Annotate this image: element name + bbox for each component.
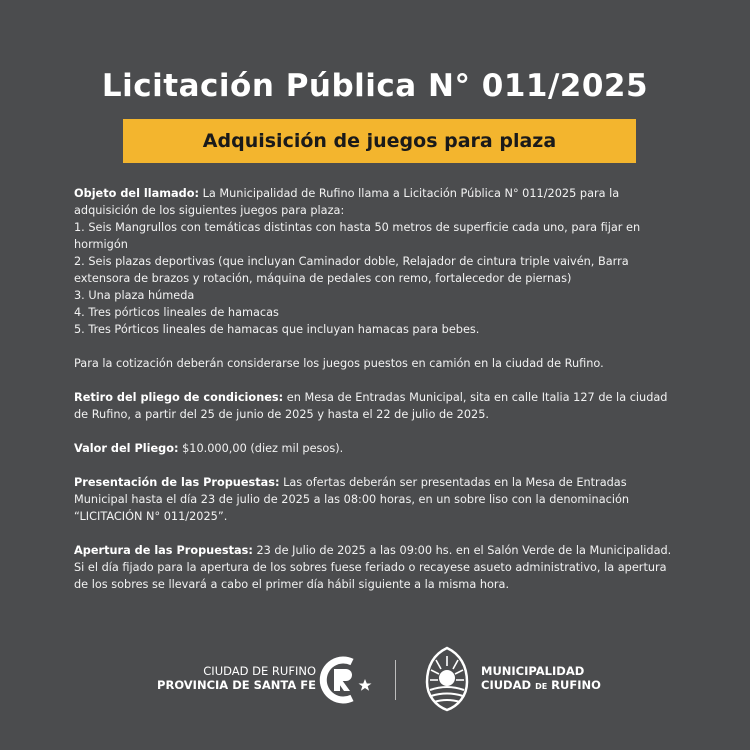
- retiro-label: Retiro del pliego de condiciones:: [74, 391, 284, 404]
- muni-city-word: CIUDAD: [481, 678, 536, 692]
- list-item: 2. Seis plazas deportivas (que incluyan Caminador doble, Relajador de cintura triple vaivén, Barra extensora de brazos y rotación, máquina de pedales con remo, fortalecedor de piernas): [74, 255, 629, 285]
- apertura-paragraph: [74, 542, 674, 593]
- municipality-name: [481, 664, 601, 694]
- list-item: 5. Tres Pórticos lineales de hamacas que incluyan hamacas para bebes.: [74, 323, 480, 336]
- rufino-r-star-logo-icon: [312, 652, 374, 708]
- valor-label: Valor del Pliego:: [74, 442, 179, 455]
- municipal-sun-emblem-icon: [424, 646, 470, 712]
- subtitle-banner: [123, 119, 636, 163]
- muni-de-word: DE: [535, 682, 548, 691]
- city-name: [157, 664, 316, 692]
- list-item: 1. Seis Mangrullos con temáticas distintas con hasta 50 metros de superficie cada uno, para fijar en hormigón: [74, 221, 641, 251]
- retiro-text: en Mesa de Entradas Municipal, sita en calle Italia 127 de la ciudad de Rufino, a partir del 25 de junio de 2025 y hasta el 22 de julio de 2025.: [74, 391, 668, 421]
- retiro-paragraph: [74, 389, 674, 423]
- footer: [0, 640, 750, 720]
- cotizacion-paragraph: Para la cotización deberán considerarse los juegos puestos en camión en la ciudad de Rufino.: [74, 357, 604, 370]
- footer-divider: [395, 660, 396, 700]
- subtitle-text: Adquisición de juegos para plaza: [202, 130, 557, 152]
- page-title: Licitación Pública N° 011/2025: [101, 68, 649, 104]
- presentacion-paragraph: [74, 474, 674, 525]
- apertura-label: Apertura de las Propuestas:: [74, 544, 253, 557]
- apertura-text: 23 de Julio de 2025 a las 09:00 hs. en el Salón Verde de la Municipalidad. Si el día fijado para la apertura de los sobres fuese feriado o recayese asueto administrativo, la apertura de los sobres se llevará a cabo el primer día hábil siguiente a la misma hora.: [74, 544, 672, 591]
- presentacion-text: Las ofertas deberán ser presentadas en la Mesa de Entradas Municipal hasta el día 23 de julio de 2025 a las 08:00 horas, en un sobre liso con la denominación “LICITACIÓN N° 011/2025”.: [74, 476, 630, 523]
- valor-paragraph: [74, 440, 674, 457]
- valor-text: $10.000,00 (diez mil pesos).: [178, 442, 344, 455]
- muni-line: MUNICIPALIDAD: [481, 664, 585, 678]
- muni-city-line: [481, 678, 601, 694]
- muni-rufino-word: RUFINO: [547, 678, 601, 692]
- objeto-label: Objeto del llamado:: [74, 187, 199, 200]
- presentacion-label: Presentación de las Propuestas:: [74, 476, 280, 489]
- objeto-paragraph: [74, 185, 674, 219]
- city-line: CIUDAD DE RUFINO: [203, 664, 316, 678]
- announcement-body: [74, 185, 674, 593]
- objeto-text: La Municipalidad de Rufino llama a Licitación Pública N° 011/2025 para la adquisición de los siguientes juegos para plaza:: [74, 187, 620, 217]
- province-line: PROVINCIA DE SANTA FE: [157, 678, 316, 692]
- list-item: 4. Tres pórticos lineales de hamacas: [74, 306, 279, 319]
- list-item: 3. Una plaza húmeda: [74, 289, 195, 302]
